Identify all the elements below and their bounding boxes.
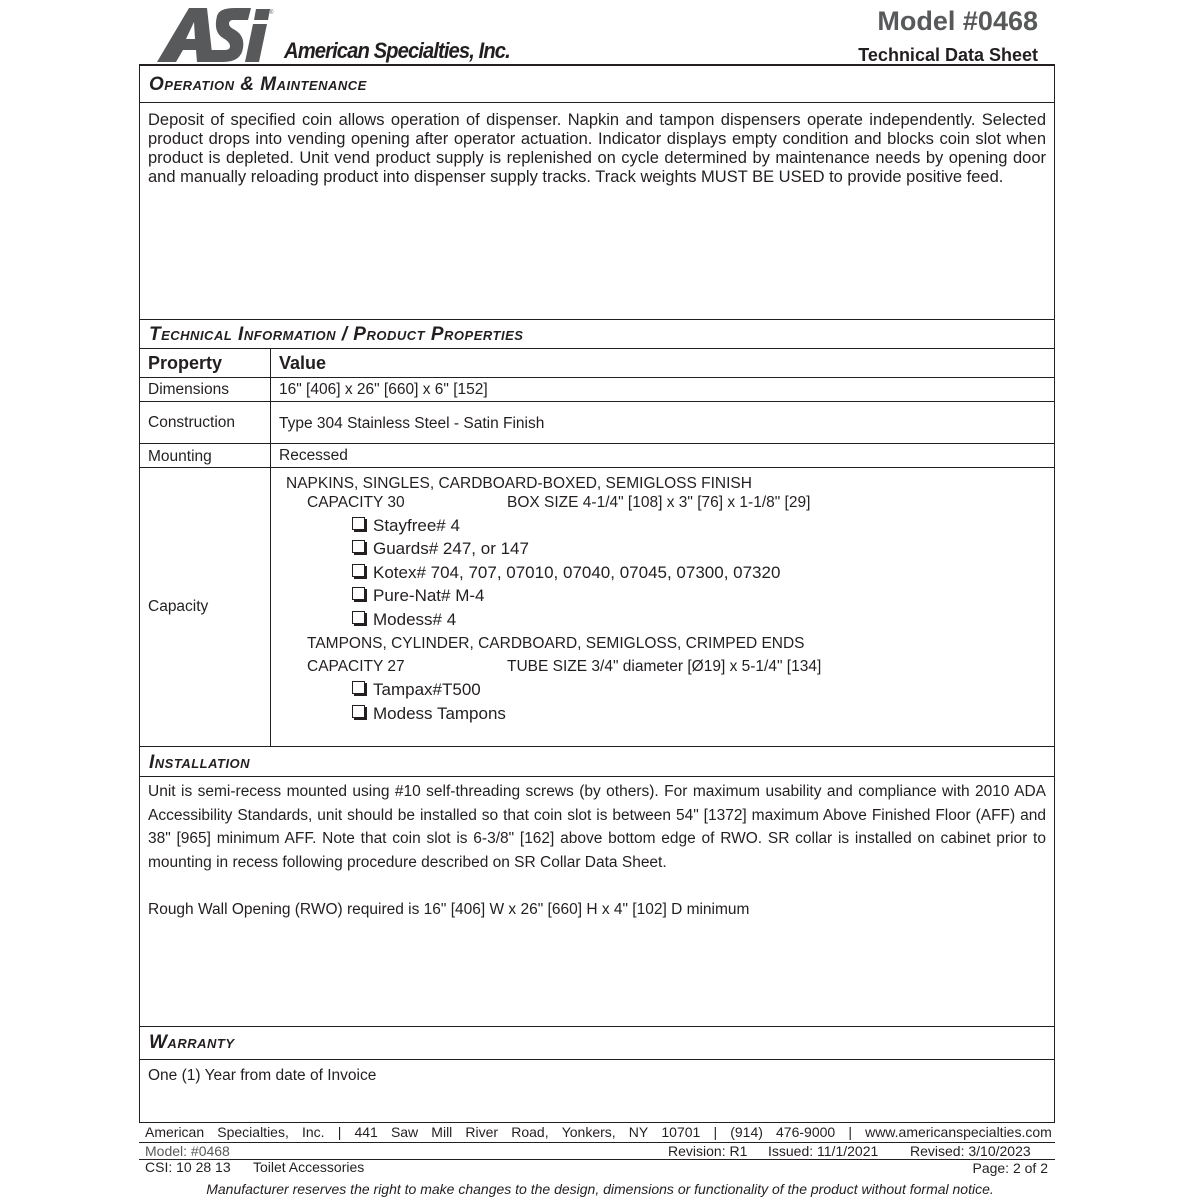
napkin-product-item: Pure-Nat# M-4 — [352, 586, 484, 606]
installation-rwo: Rough Wall Opening (RWO) required is 16" [406] W x 26" [660] H x 4" [102] D minimum — [148, 901, 750, 918]
col-header-value: Value — [279, 353, 327, 373]
tampon-product-item: Tampax#T500 — [352, 680, 481, 700]
property-dimensions: Dimensions — [148, 381, 229, 398]
footer-address-word: 10701 — [661, 1124, 701, 1140]
napkin-product-item: Kotex# 704, 707, 07010, 07040, 07045, 07300, 07320 — [352, 563, 780, 583]
footer-csi: CSI: 10 28 13 — [145, 1159, 231, 1175]
operation-body: Deposit of specified coin allows operation of dispenser. Napkin and tampon dispensers operate independently. Selected product drops into vending opening after operator actuation. Indicator displays empty condition and blocks coin slot when product is depleted. Unit vend product supply is replenished on cycle determined by maintenance needs by opening door and manually reloading product into dispenser supply tracks. Track weights MUST BE USED to provide positive feed. — [148, 111, 1046, 186]
checkbox-icon — [352, 517, 365, 530]
napkins-capacity: CAPACITY 30 — [307, 494, 405, 511]
tampon-product-item: Modess Tampons — [352, 704, 506, 724]
footer-address-word: www.americanspecialties.com — [865, 1124, 1052, 1140]
footer-address-word: Inc. — [301, 1124, 325, 1140]
napkin-product-item: Guards# 247, or 147 — [352, 539, 529, 559]
section-title-operation: Operation & Maintenance — [149, 74, 367, 95]
footer-address-word: Mill — [431, 1124, 453, 1140]
asi-logo — [155, 6, 275, 64]
col-header-property: Property — [148, 353, 223, 373]
value-dimensions: 16" [406] x 26" [660] x 6" [152] — [279, 381, 488, 398]
footer-address-word: Saw — [390, 1124, 419, 1140]
footer-address-word: | — [848, 1124, 852, 1140]
napkins-heading: NAPKINS, SINGLES, CARDBOARD-BOXED, SEMIGLOSS FINISH — [286, 475, 752, 492]
property-construction: Construction — [148, 414, 236, 431]
company-name: American Specialties, Inc. — [284, 38, 510, 63]
document-frame — [139, 64, 1055, 1123]
footer-page: Page: 2 of 2 — [972, 1160, 1048, 1176]
checkbox-icon — [352, 611, 365, 624]
footer-address-word: (914) — [730, 1124, 763, 1140]
footer-address-word: NY — [628, 1124, 649, 1140]
value-mounting: Recessed — [279, 447, 348, 464]
section-title-warranty: Warranty — [149, 1032, 235, 1053]
tampons-heading: TAMPONS, CYLINDER, CARDBOARD, SEMIGLOSS, CRIMPED ENDS — [307, 635, 805, 652]
footer-address-word: River — [465, 1124, 499, 1140]
footer-address — [145, 1124, 1052, 1140]
napkins-box-size: BOX SIZE 4-1/4" [108] x 3" [76] x 1-1/8" [29] — [507, 494, 811, 511]
footer-issued: Issued: 11/1/2021 — [768, 1143, 879, 1159]
tampons-tube-size: TUBE SIZE 3/4" diameter [Ø19] x 5-1/4" [134] — [507, 658, 822, 675]
footer-address-word: Yonkers, — [561, 1124, 616, 1140]
napkin-product-item: Modess# 4 — [352, 610, 456, 630]
footer-address-word: Road, — [511, 1124, 549, 1140]
tampons-capacity: CAPACITY 27 — [307, 658, 405, 675]
footer-revised: Revised: 3/10/2023 — [910, 1143, 1031, 1159]
model-title: Model #0468 — [877, 6, 1038, 36]
checkbox-icon — [352, 681, 365, 694]
section-title-technical: Technical Information / Product Properties — [149, 324, 524, 345]
footer-address-word: 441 — [354, 1124, 378, 1140]
property-capacity: Capacity — [148, 598, 209, 615]
footer-address-word: Specialties, — [217, 1124, 289, 1140]
checkbox-icon — [352, 705, 365, 718]
value-construction: Type 304 Stainless Steel - Satin Finish — [279, 415, 545, 432]
footer-disclaimer: Manufacturer reserves the right to make changes to the design, dimensions or functionality of the product without formal notice. — [206, 1181, 994, 1197]
footer-address-word: | — [337, 1124, 342, 1140]
footer-model: Model: #0468 — [145, 1143, 230, 1159]
napkin-product-item: Stayfree# 4 — [352, 516, 460, 536]
footer-address-word: 476-9000 — [776, 1124, 836, 1140]
warranty-body: One (1) Year from date of Invoice — [148, 1067, 377, 1084]
property-mounting: Mounting — [148, 448, 212, 465]
section-title-installation: Installation — [149, 752, 251, 773]
installation-body: Unit is semi-recess mounted using #10 self-threading screws (by others). For maximum usability and compliance with 2010 ADA Accessibility Standards, unit should be installed so that coin slot is between 54" [1372] maximum Above Finished Floor (AFF) and 38" [965] minimum AFF. Note that coin slot is 6-3/8" [162] above bottom edge of RWO. SR collar is installed on cabinet prior to mounting in recess following procedure described on SR Collar Data Sheet. — [148, 783, 1046, 871]
sheet-type: Technical Data Sheet — [858, 45, 1038, 65]
footer-address-word: | — [713, 1124, 718, 1140]
footer-category: Toilet Accessories — [253, 1159, 365, 1175]
checkbox-icon — [352, 587, 365, 600]
checkbox-icon — [352, 540, 365, 553]
checkbox-icon — [352, 564, 365, 577]
svg-text:®: ® — [269, 10, 274, 16]
footer-address-word: American — [145, 1124, 205, 1140]
footer-revision: Revision: R1 — [668, 1143, 748, 1159]
